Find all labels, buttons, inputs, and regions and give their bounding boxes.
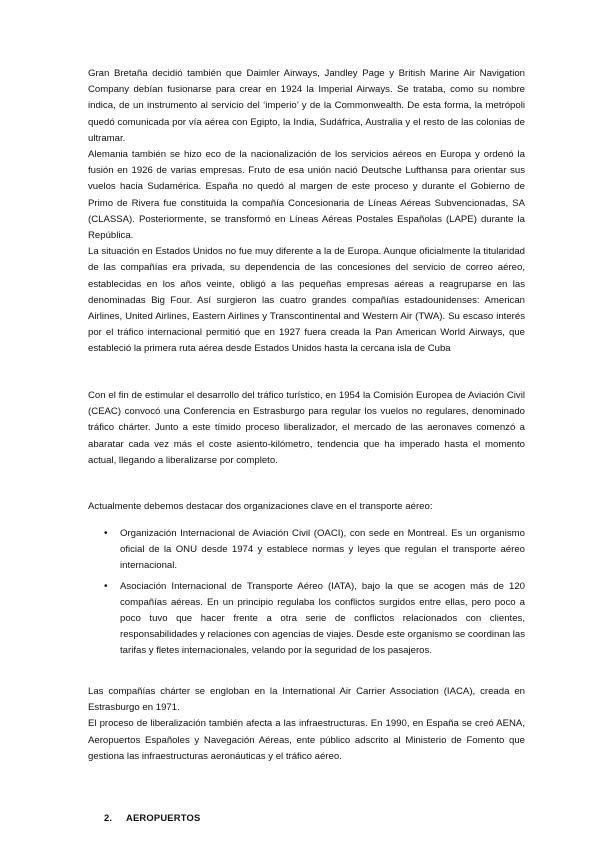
charter-section — [88, 684, 525, 765]
bullet-icon: • — [104, 580, 108, 592]
civil-aviation-section — [88, 388, 525, 469]
paragraph-iaca: Las compañías chárter se engloban en la International Air Carrier Association (IACA), creada en Estrasburgo en 1971. — [88, 686, 525, 714]
section-title: AEROPUERTOS — [126, 812, 201, 823]
organizations-list — [104, 526, 525, 664]
organizations-heading — [88, 499, 525, 515]
section-heading-aeropuertos — [104, 810, 541, 826]
paragraph-ceac: Con el fin de estimular el desarrollo del tráfico turístico, en 1954 la Comisión Europea de Aviación Civil (CEAC) convocó una Conferencia en Estrasburgo para regular los vuelos no regulares, denominado tráfico chárter. Junto a este tímido proceso liberalizador, el mercado de las aeronaves comenzó a abaratar cada vez más el coste asiento-kilómetro, tendencia que ha imperado hasta el momento actual, llegando a liberalizarse por completo. — [88, 390, 525, 466]
intro-section — [88, 66, 525, 358]
list-item-iata — [104, 579, 525, 660]
paragraph-imperial-airways: Gran Bretaña decidió también que Daimler Airways, Jandley Page y British Marine Air Navigation Company debían fusionarse para crear en 1924 la Imperial Airways. Se trataba, como su nombre indica, de un instrumento al servicio del ‘imperio’ y de la Commonwealth. De esta forma, la metrópoli quedó comunicada por vía aérea con Egipto, la India, Sudáfrica, Australia y el resto de las colonias de ultramar. — [88, 68, 525, 144]
list-item-oaci — [104, 526, 525, 575]
organizations-intro-text: Actualmente debemos destacar dos organizaciones clave en el transporte aéreo: — [88, 501, 433, 512]
paragraph-united-states: La situación en Estados Unidos no fue muy diferente a la de Europa. Aunque oficialmente la titularidad de las compañías era privada, su dependencia de las concesiones del servicio de correo aéreo, establecidas en los años veinte, obligó a las pequeñas empresas aéreas a reagruparse en las denominadas Big Four. Así surgieron las cuatro grandes compañías estadounidenses: American Airlines, United Airlines, Eastern Airlines y Transcontinental and Western Air (TWA). Su escaso interés por el tráfico internacional permitió que en 1927 fuera creada la Pan American World Airways, que estableció la primera ruta aérea desde Estados Unidos hasta la cercana isla de Cuba — [88, 246, 525, 355]
paragraph-lufthansa-classa: Alemania también se hizo eco de la nacionalización de los servicios aéreos en Europa y ordenó la fusión en 1926 de varias empresas. Fruto de esa unión nació Deutsche Lufthansa para orientar sus vuelos hacia Sudamérica. España no quedó al margen de este proceso y durante el Gobierno de Primo de Rivera fue constituida la compañía Concesionaria de Líneas Aéreas Subvencionadas, SA (CLASSA). Posteriormente, se transformó en Líneas Aéreas Postales Españolas (LAPE) durante la República. — [88, 149, 525, 242]
paragraph-aena: El proceso de liberalización también afecta a las infraestructuras. En 1990, en España se creó AENA, Aeropuertos Españoles y Navegación Aéreas, ente público adscrito al Ministerio de Fomento que gestiona las infraestructuras aeronáuticas y el tráfico aéreo. — [88, 718, 525, 762]
bullet-icon: • — [104, 528, 108, 539]
section-number: 2. — [104, 812, 113, 823]
list-item-text: Organización Internacional de Aviación Civil (OACI), con sede en Montreal. Es un organismo oficial de la ONU desde 1974 y establece normas y leyes que regulan el transporte aéreo internacional. — [120, 528, 525, 572]
list-item-text: Asociación Internacional de Transporte Aéreo (IATA), bajo la que se acogen más de 120 compañías aéreas. En un principio regulaba los conflictos surgidos entre ellas, pero poco a poco tuvo que hacer frente a otra serie de conflictos relacionados con clientes, responsabilidades y relaciones con agencias de viajes. Desde este organismo se coordinan las tarifas y fletes internacionales, velando por la seguridad de los pasajeros. — [120, 580, 525, 657]
